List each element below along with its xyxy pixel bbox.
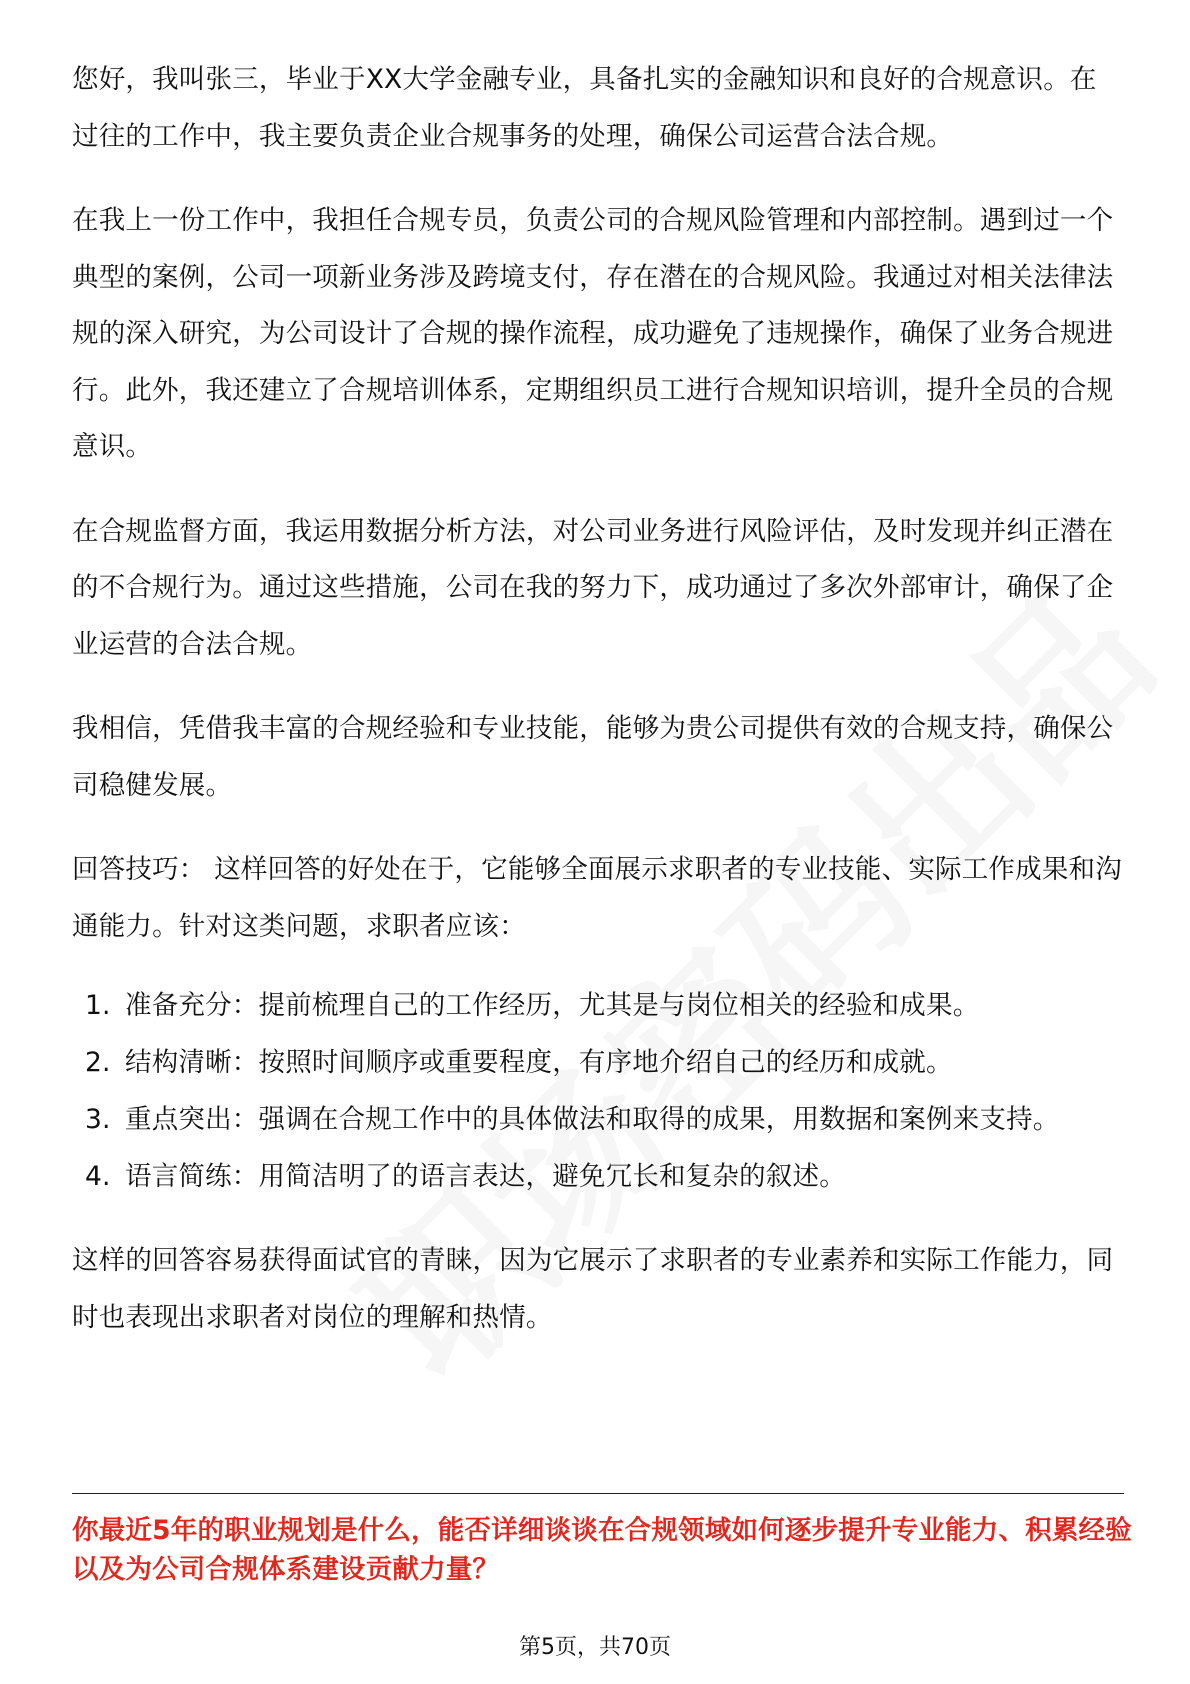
paragraph-supervision: 在合规监督方面，我运用数据分析方法，对公司业务进行风险评估，及时发现并纠正潜在的不合规行为。通过这些措施，公司在我的努力下，成功通过了多次外部审计，确保了企业运营的合法合规。 — [72, 515, 1114, 660]
list-number: 3. — [85, 1104, 111, 1135]
list-item — [72, 1091, 1122, 1148]
paragraph-intro: 您好，我叫张三，毕业于XX大学金融专业，具备扎实的金融知识和良好的合规意识。在过往的工作中，我主要负责企业合规事务的处理，确保公司运营合法合规。 — [72, 64, 1097, 152]
paragraph-tips-intro: 回答技巧： 这样回答的好处在于，它能够全面展示求职者的专业技能、实际工作成果和沟通能力。针对这类问题，求职者应该： — [72, 854, 1122, 942]
list-text: 准备充分：提前梳理自己的工作经历，尤其是与岗位相关的经验和成果。 — [125, 990, 980, 1021]
list-item — [72, 1034, 1122, 1091]
list-text: 语言简练：用简洁明了的语言表达，避免冗长和复杂的叙述。 — [125, 1161, 846, 1192]
answer-body — [72, 52, 1122, 1374]
section-divider — [72, 1493, 1124, 1494]
next-question-heading: 你最近5年的职业规划是什么，能否详细谈谈在合规领域如何逐步提升专业能力、积累经验以及为公司合规体系建设贡献力量？ — [72, 1515, 1132, 1585]
paragraph-experience: 在我上一份工作中，我担任合规专员，负责公司的合规风险管理和内部控制。遇到过一个典型的案例，公司一项新业务涉及跨境支付，存在潜在的合规风险。我通过对相关法律法规的深入研究，为公司设计了合规的操作流程，成功避免了违规操作，确保了业务合规进行。此外，我还建立了合规培训体系，定期组织员工进行合规知识培训，提升全员的合规意识。 — [72, 205, 1114, 462]
list-number: 1. — [85, 990, 111, 1021]
tips-list — [72, 977, 1122, 1205]
paragraph-closing: 这样的回答容易获得面试官的青睐，因为它展示了求职者的专业素养和实际工作能力，同时也表现出求职者对岗位的理解和热情。 — [72, 1245, 1114, 1333]
list-number: 2. — [85, 1047, 111, 1078]
paragraph-belief: 我相信，凭借我丰富的合规经验和专业技能，能够为贵公司提供有效的合规支持，确保公司稳健发展。 — [72, 713, 1114, 801]
list-item — [72, 977, 1122, 1034]
list-text: 重点突出：强调在合规工作中的具体做法和取得的成果，用数据和案例来支持。 — [125, 1104, 1060, 1135]
list-number: 4. — [85, 1161, 111, 1192]
list-item — [72, 1148, 1122, 1205]
page-number-footer: 第5页，共70页 — [519, 1635, 671, 1660]
list-text: 结构清晰：按照时间顺序或重要程度，有序地介绍自己的经历和成就。 — [125, 1047, 953, 1078]
